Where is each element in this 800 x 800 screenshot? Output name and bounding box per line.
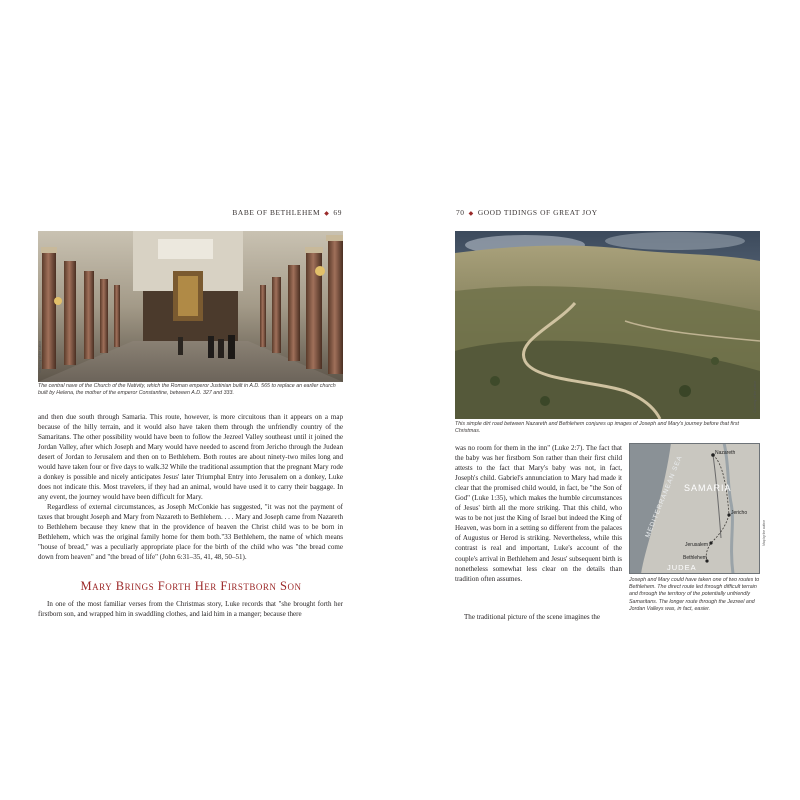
left-paragraph-1-text: and then due south through Samaria. This route, however, is more circuitous than it appears on a map because of the hilly terrain, and it would also have taken them through the unfriendly country of the Samaritans. The other possibility would have been to follow the Jezreel Valley southeast until it joined the Jordan Valley, after which Joseph and Mary would have needed to ascend from Jericho through the Judean desert of Jordan to Jerusalem and then on to Bethlehem. Both routes are about ninety-two miles long and would have taken four or five days to walk.32 While the traditional assumption that the pregnant Mary rode a donkey is possible and nicely anticipates Jesus' later Triumphal Entry into Jerusalem on a donkey, Luke does not indicate this. Most travelers, if they had an animal, would have used it to carry their baggage. In any event, the journey would have been difficult for Mary. (38, 413, 343, 502)
right-photo-credit: Courtesy of the author (753, 381, 757, 413)
map-city-bethlehem: Bethlehem (683, 555, 707, 561)
nativity-church-photo (38, 231, 343, 382)
left-paragraph-1 (38, 412, 343, 502)
right-paragraph-2 (455, 612, 622, 622)
right-running-head (456, 208, 598, 217)
ornament-icon: ◆ (468, 211, 474, 217)
route-map (629, 443, 760, 574)
map-caption: Joseph and Mary could have taken one of two routes to Bethlehem. The direct route led through difficult terrain and through the territory of the potentially unfriendly Samaritans. The longer route through the Jezreel and Jordan Valleys was, in fact, easier. (629, 577, 760, 612)
left-photo-credit: Courtesy of the author (38, 341, 42, 373)
map-region-samaria: SAMARIA (684, 483, 732, 493)
right-running-head-title: GOOD TIDINGS OF GREAT JOY (477, 208, 598, 217)
map-city-nazareth: Nazareth (715, 450, 736, 456)
ornament-icon: ◆ (324, 211, 330, 217)
left-paragraph-3-text: In one of the most familiar verses from the Christmas story, Luke records that "she brought forth her firstborn son, and wrapped him in swaddling clothes, and laid him in a manger; because there (38, 600, 343, 619)
left-paragraph-3 (38, 599, 343, 619)
left-page-number: 69 (333, 208, 342, 217)
route-map-graphic (629, 443, 760, 574)
left-paragraph-2-text: Regardless of external circumstances, as Joseph McConkie has suggested, "it was not the payment of taxes that brought Joseph and Mary from Nazareth to Bethlehem. . . . Mary and Joseph came from Nazareth to Bethlehem because they knew that in the providence of heaven the Christ child was to be born in Bethlehem, which was the original family home for them both."33 Bethlehem, the name of which means "house of bread," was a peculiarly appropriate place for the birth of the child who was "the bread come down from heaven" and "the bread of life" (John 6:31–35, 41, 48, 50–51). (38, 503, 343, 562)
map-city-jericho: Jericho (731, 510, 748, 516)
right-page (400, 0, 800, 800)
right-paragraph-1-text: was no room for them in the inn" (Luke 2:7). The fact that the baby was her firstborn Son rather than their first child attests to the fact that Mary's baby was not, in fact, Joseph's child. Gabriel's annunciation to Mary had made it clear that the promised child would, in fact, be "the Son of God" (Luke 1:35), which makes the humble circumstances of Jesus' birth all the more striking. That this child, who was to be not just the King of Israel but indeed the King of Heaven, was born in a setting so different from the palaces of Augustus or Herod is striking. Nevertheless, while this contrast is real and important, Luke's account of the couple's arrival in Bethlehem and Jesus' subsequent birth is nonetheless somewhat less clear on the details than tradition often assumes. (455, 444, 622, 583)
right-paragraph-2-text: The traditional picture of the scene imagines the (464, 613, 600, 621)
right-paragraph-1 (455, 443, 622, 584)
left-paragraph-2 (38, 502, 343, 562)
left-running-head-title: BABE OF BETHLEHEM (232, 208, 321, 217)
dirt-road-photo (455, 231, 760, 419)
left-photo-caption: The central nave of the Church of the Nativity, which the Roman emperor Justinian built in A.D. 565 to replace an earlier church built by Helena, the mother of the emperor Constantine, between A.D. 327 and 333. (38, 383, 336, 397)
map-city-jerusalem: Jerusalem (685, 542, 709, 548)
map-region-judea: JUDEA (667, 563, 697, 572)
dirt-road-image (455, 231, 760, 419)
nativity-church-image (38, 231, 343, 382)
section-heading: Mary Brings Forth Her Firstborn Son (80, 579, 302, 593)
left-running-head (232, 208, 342, 217)
map-sea-label: MEDITERRANEAN SEA (644, 454, 684, 539)
right-photo-caption: This simple dirt road between Nazareth and Bethlehem conjures up images of Joseph and Mary's journey before that first Christmas. (455, 421, 739, 435)
right-page-number: 70 (456, 208, 465, 217)
map-credit: Map by the author (762, 520, 766, 546)
